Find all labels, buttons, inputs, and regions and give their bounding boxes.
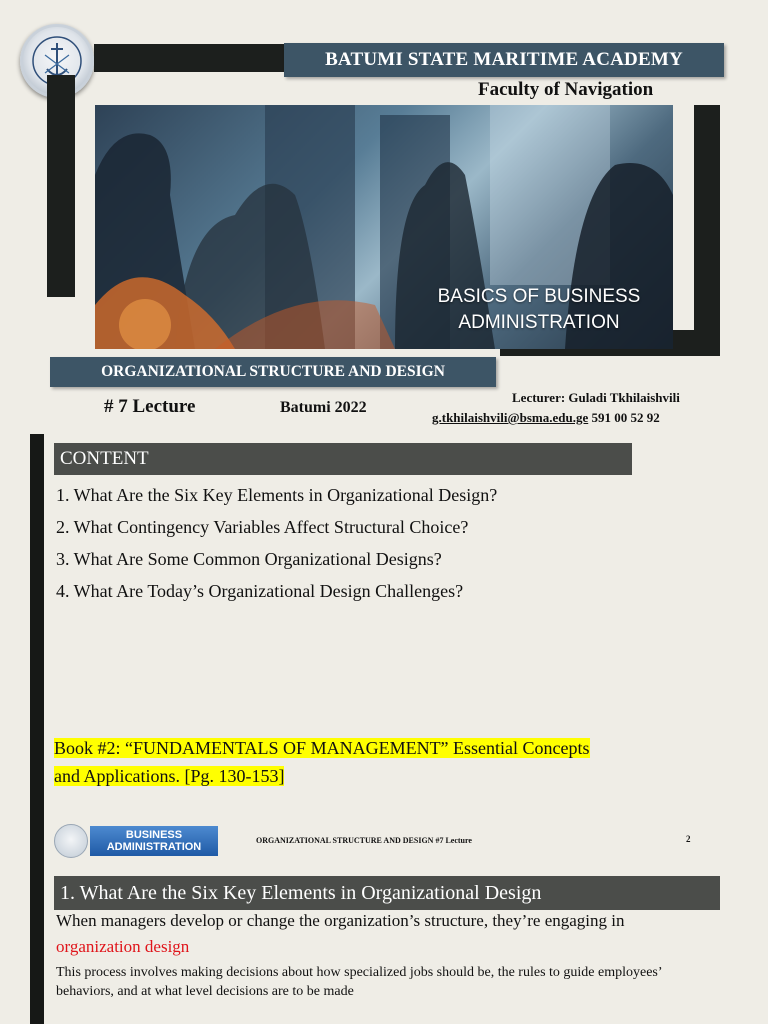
list-item: 2. What Contingency Variables Affect Structural Choice? xyxy=(56,517,469,537)
lecture-number: # 7 Lecture xyxy=(104,396,196,417)
section-header xyxy=(54,876,720,910)
list-item: 1. What Are the Six Key Elements in Organizational Design? xyxy=(56,485,498,505)
list-item: 3. What Are Some Common Organizational Designs? xyxy=(56,549,442,569)
decor-bar-left xyxy=(47,75,75,297)
content-header-label: CONTENT xyxy=(60,448,149,469)
section-detail: This process involves making decisions about how specialized jobs should be, the rules to guide employees’ behaviors, and at what level decisions are to be made xyxy=(56,965,662,999)
footer-logo xyxy=(54,824,88,858)
decor-bar-top xyxy=(94,44,284,72)
lecturer-contact xyxy=(432,410,660,426)
key-term: organization design xyxy=(56,937,190,956)
content-header xyxy=(54,443,632,475)
lecturer-name: Lecturer: Guladi Tkhilaishvili xyxy=(512,390,680,405)
course-title: BASICS OF BUSINESS ADMINISTRATION xyxy=(437,286,641,333)
section-intro: When managers develop or change the organization’s structure, they’re engaging in xyxy=(56,911,625,930)
topic-title: ORGANIZATIONAL STRUCTURE AND DESIGN xyxy=(101,363,445,380)
lecturer-phone: 591 00 52 92 xyxy=(588,410,660,425)
business-administration-badge xyxy=(90,826,218,856)
page-number: 2 xyxy=(686,834,691,844)
badge-line2: ADMINISTRATION xyxy=(106,841,202,853)
footer-caption: ORGANIZATIONAL STRUCTURE AND DESIGN #7 Lecture xyxy=(256,836,472,845)
list-item: 4. What Are Today’s Organizational Design Challenges? xyxy=(56,581,464,601)
faculty-name: Faculty of Navigation xyxy=(478,79,654,100)
academy-banner xyxy=(284,43,724,77)
section-header-label: 1. What Are the Six Key Elements in Organizational Design xyxy=(60,881,542,904)
book-reference xyxy=(54,734,734,790)
topic-banner xyxy=(50,357,496,387)
decor-bar-right xyxy=(694,105,720,355)
content-list xyxy=(56,483,497,611)
academy-name: BATUMI STATE MARITIME ACADEMY xyxy=(325,49,683,70)
decor-vertical-bar xyxy=(30,434,44,1024)
book-reference-line1: Book #2: “FUNDAMENTALS OF MANAGEMENT” Essential Concepts xyxy=(54,738,590,758)
city-year: Batumi 2022 xyxy=(280,399,367,416)
badge-line1: BUSINESS xyxy=(125,829,183,841)
lecturer-email[interactable]: g.tkhilaishvili@bsma.edu.ge xyxy=(432,410,589,425)
book-reference-line2: and Applications. [Pg. 130-153] xyxy=(54,766,285,786)
